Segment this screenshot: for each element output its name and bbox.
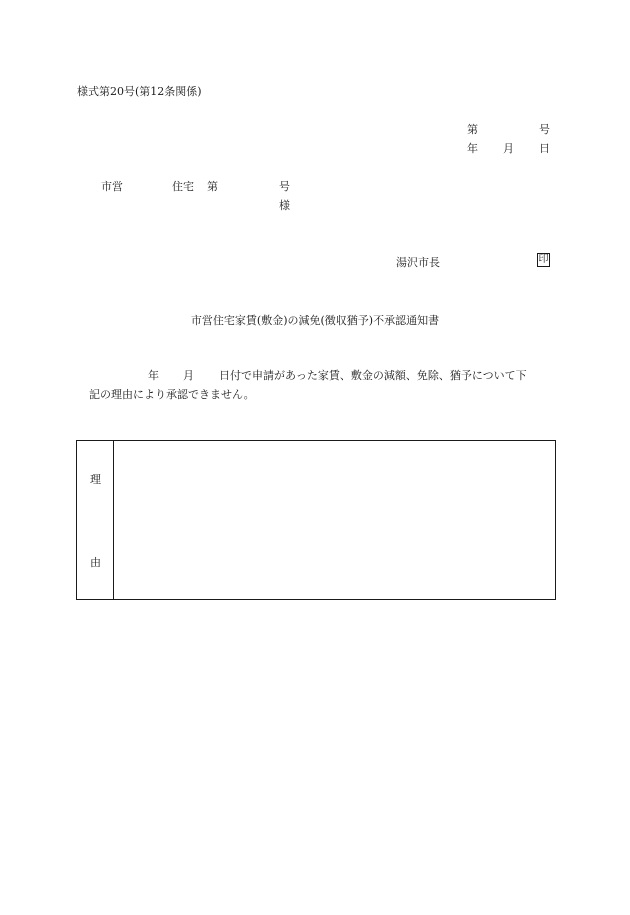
addressee-honorific: 様 bbox=[279, 199, 290, 212]
seal-stamp-box: 印 bbox=[538, 254, 549, 265]
addressee-municipal-label: 市営 bbox=[101, 180, 123, 193]
document-title: 市営住宅家賃(敷金)の減免(徴収猶予)不承認通知書 bbox=[190, 314, 440, 327]
document-number-prefix: 第 bbox=[467, 123, 478, 136]
addressee-number-suffix: 号 bbox=[279, 180, 290, 193]
reason-label-ri: 理 bbox=[90, 473, 101, 486]
body-text-line1: 日付で申請があった家賃、敷金の減額、免除、猶予について下 bbox=[219, 369, 527, 382]
sender-mayor: 湯沢市長 bbox=[396, 256, 440, 269]
body-month-label: 月 bbox=[183, 369, 194, 382]
reason-table-divider bbox=[113, 441, 114, 599]
reason-label-yu: 由 bbox=[90, 556, 101, 569]
date-year-label: 年 bbox=[467, 142, 478, 155]
reason-table bbox=[76, 440, 556, 600]
date-month-label: 月 bbox=[503, 142, 514, 155]
addressee-number-prefix: 第 bbox=[207, 180, 218, 193]
body-text-line2: 記の理由により承認できません。 bbox=[89, 388, 255, 401]
body-year-label: 年 bbox=[148, 369, 159, 382]
addressee-housing-label: 住宅 bbox=[172, 180, 194, 193]
date-day-label: 日 bbox=[539, 142, 550, 155]
document-number-suffix: 号 bbox=[539, 123, 550, 136]
form-number-label: 様式第20号(第12条関係) bbox=[77, 85, 202, 98]
